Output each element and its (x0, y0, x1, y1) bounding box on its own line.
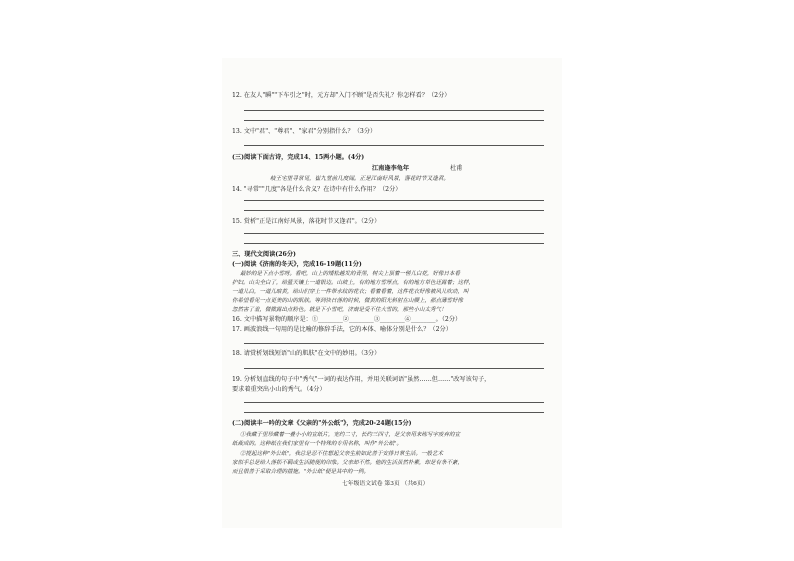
answer-line (244, 368, 544, 369)
passage-2-line: 家似乎总是给人落拓不羁或生活随便的印象。父亲却不然。他的生活虽然朴素，却是有条不紊， (232, 460, 464, 466)
reading-2-title: (二)阅读丰一吟的文章《父亲的"外公纸"》，完成20-24题(15分) (232, 420, 412, 427)
passage-1-line: 你希望看见一点更美的山的肌肤。等到快日落的时候，微黄的阳光斜射在山腰上，那点薄雪好像 (232, 298, 464, 304)
passage-2-line: 纸裁成的。这种纸在我们家里有一个特殊的专用名称，叫作"外公纸"。 (232, 441, 403, 447)
answer-line (244, 412, 544, 413)
page-footer: 七年级语文试卷 第3页 （共6页） (342, 481, 429, 487)
section-3-title: (三)阅读下面古诗，完成14、15两小题。(4分) (232, 154, 365, 161)
question-12: 12. 在友人"瞬""下车引之"时，元方却"入门不顾"是否失礼？你怎样看？（2分） (232, 92, 451, 99)
passage-1-line: 护妇。山尖全白了，给蓝天镶上一道银边。山坡上，有的地方雪厚点，有的地方草色还露着；这样， (232, 280, 475, 286)
exam-page (222, 58, 562, 528)
answer-line (244, 210, 544, 211)
answer-line (244, 200, 544, 201)
question-14: 14. "寻常""几度"各是什么含义？在诗中有什么作用？（2分） (232, 186, 402, 193)
passage-1-line: 最妙的是下点小雪呀。看吧，山上的矮松越发的青黑，树尖上顶着一髻儿白花，好像日本看 (240, 271, 461, 277)
poem-title: 江南逢李龟年 (372, 165, 410, 172)
answer-line (244, 120, 544, 121)
poem-author: 杜甫 (450, 165, 463, 172)
answer-line (244, 110, 544, 111)
answer-line (244, 243, 544, 244)
poem-text: 岐王宅里寻常见，崔九堂前几度闻。正是江南好风景，落花时节又逢君。 (270, 176, 450, 182)
answer-line (244, 343, 544, 344)
answer-line (244, 145, 544, 146)
answer-line (244, 402, 544, 403)
passage-2-line: ①我藏于里珍藏着一叠小小的宣纸片，宽约二寸，长约三四寸，是父亲用来练写字废弃的宣 (240, 432, 461, 438)
passage-1-line: 一道儿白，一道儿暗黄，给山们穿上一件带水纹的花衣；看着看着，这件花衣好像被风儿吹动，叫 (232, 289, 469, 295)
question-15: 15. 赏析"正是江南好风景，落花时节又逢君"。（2分） (232, 218, 381, 225)
passage-2-line: 而且很善于采取合理的措施。"外公纸"便是其中的一例。 (232, 469, 370, 475)
answer-line (244, 233, 544, 234)
reading-1-title: (一)阅读《济南的冬天》，完成16-19题(11分) (232, 261, 362, 268)
question-13: 13. 文中"君"、"尊君"、"家君"分别指什么？（3分） (232, 128, 377, 135)
part-3-title: 三、现代文阅读(26分) (232, 251, 296, 258)
question-19-line: 要求着重突出小山的秀气。（4分） (232, 386, 326, 393)
passage-1-line: 忽然害了羞，微微露出点粉色。就是下小雪吧，济南是受不住大雪的，那些小山太秀气！ (232, 307, 447, 313)
question-19-line: 19. 分析划直线的句子中"秀气"一词的表达作用，并用关联词语"虽然……但……"改写该句子， (232, 376, 491, 383)
passage-2-line: ②提起这种"外公纸"，我总是忍不住想起父亲生前如此善于安排日常生活。一般艺术 (240, 451, 444, 457)
question-18: 18. 请赏析划线短语"山的肌肤"在文中的妙用。（3分） (232, 350, 381, 357)
question-17: 17. 画波浪线一句用的是比喻的修辞手法，它的本体、喻体分别是什么？（2分） (232, 326, 452, 333)
question-16: 16. 文中描写景物的顺序是：①________②________③________④________。（2分） (232, 316, 462, 323)
